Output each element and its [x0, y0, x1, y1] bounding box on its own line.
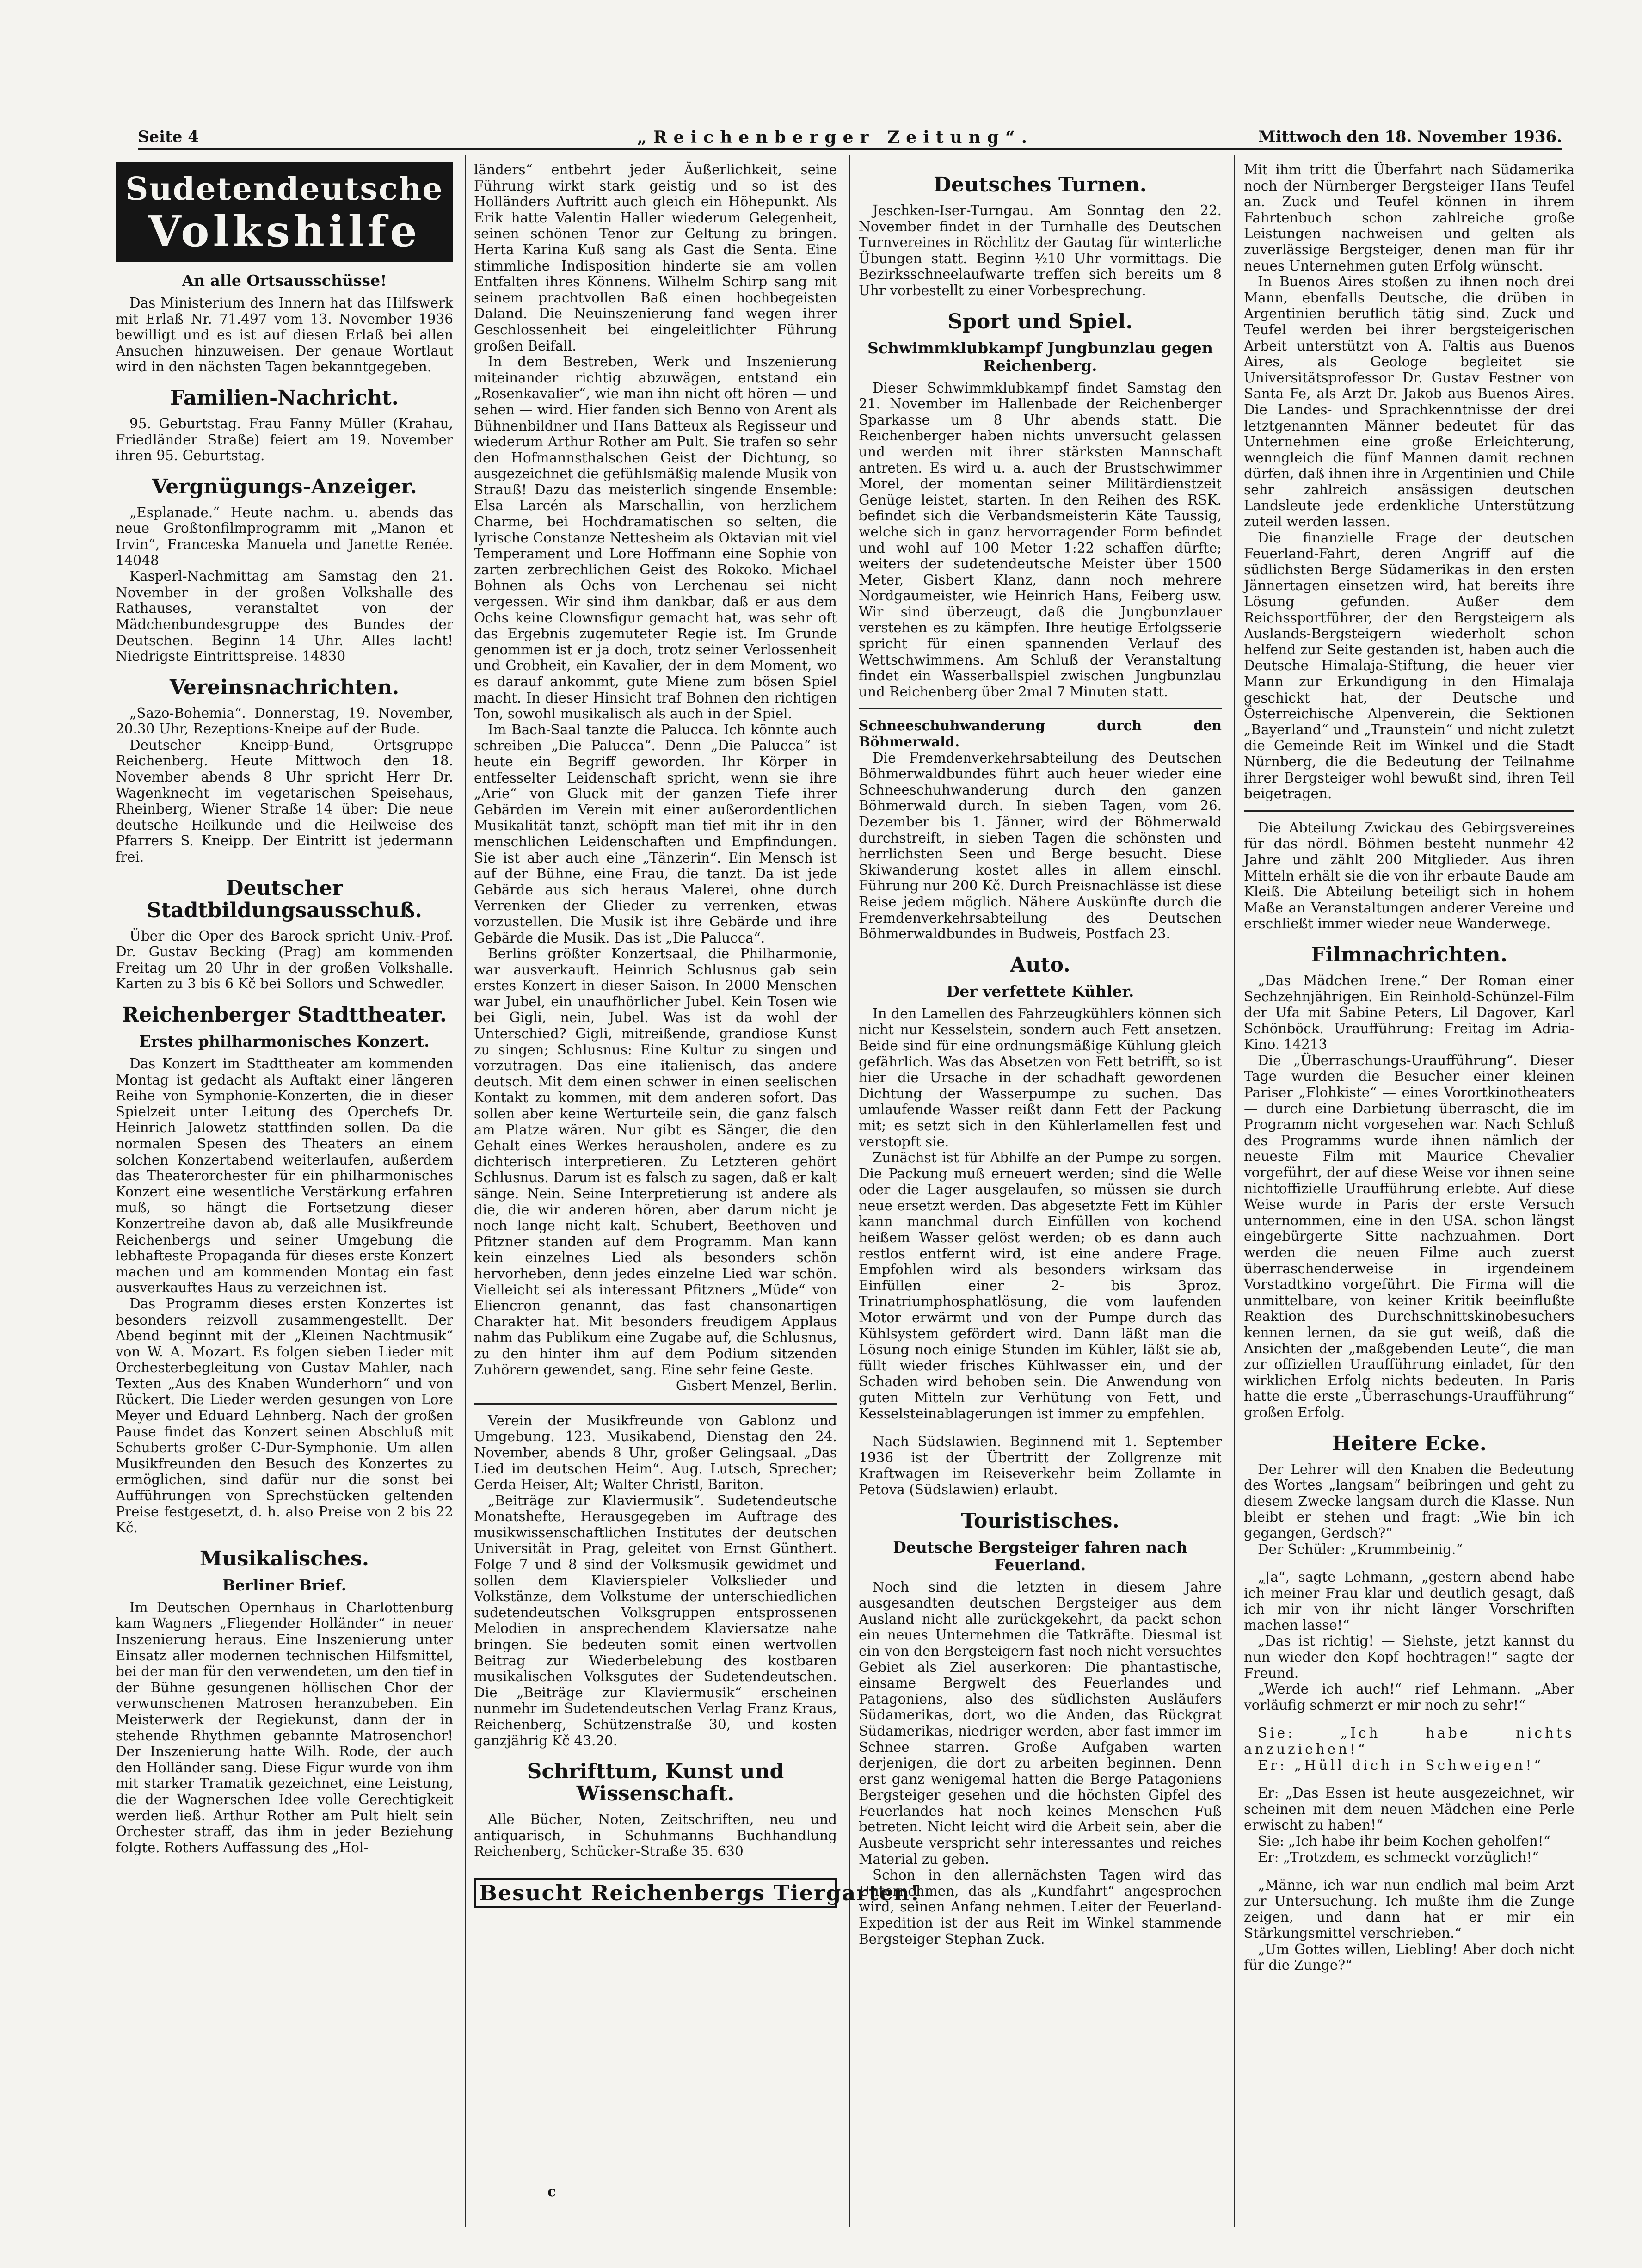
berliner-paragraph: länders“ entbehrt jeder Äußerlichkeit, seine Führung wirkt stark geistig und so ist des Holländers Auftritt auch gleich ein Höhepunkt. Als Erik hatte Valentin Haller wiederum Gelegenheit, seinen schönen Tenor zur Geltung zu bringen. Herta Karina Kuß sang als Gast die Senta. Eine stimmliche Indisposition hinderte sie am vollen Entfalten ihres Könnens. Wilhelm Schirp sang mit seinem prachtvollen Baß einen hochbegeisten Daland. Die Neuinszenierung fand wegen ihrer Geschlossenheit bei eingeleitlichter Führung großen Beifall.: [474, 162, 837, 354]
stadtbildung-heading: Deutscher Stadtbildungsausschuß.: [147, 876, 422, 922]
boehmerwald-text: Die Fremdenverkehrsabteilung des Deutschen Böhmerwaldbundes führt auch heuer wieder eine Schneeschuhwanderung durch den ganzen Böhmerwald durch. In sieben Tagen, vom 26. Dezember bis 1. Jänner, wird der Böhmerwald durchstreift, in sieben Tagen die schönsten und herrlichsten Seen und Berge besucht. Diese Skiwanderung kostet alles in allem einschl. Führung nur 200 Kč. Durch Preisnachlässe ist diese Reise jedem möglich. Nähere Auskünfte durch die Fremdenverkehrsabteilung des Deutschen Böhmerwaldbundes in Budweis, Postfach 23.: [859, 750, 1222, 942]
kuehler-paragraph: Zunächst ist für Abhilfe an der Pumpe zu sorgen. Die Packung muß erneuert werden; sind die Welle oder die Lager ausgelaufen, so müssen sie durch neue ersetzt werden. Das abgesetzte Fett im Kühler kann manchmal durch Einfüllen von kochend heißem Wasser gelöst werden; ob es dann auch restlos entfernt wird, ist eine andere Frage. Empfohlen wird als besonders wirksam das Einfüllen einer 2- bis 3proz. Trinatriumphosphatlösung, die vom laufenden Motor erwärmt und von der Pumpe durch das Kühlsystem gefördert wird. Dann läßt man die Lösung noch einige Stunden im Kühler, läßt sie ab, füllt wieder frisches Kühlwasser ein, und der Schaden wird behoben sein. Die Anwendung von guten Mitteln zur Verhütung von Fett, und Kesselsteinablagerungen ist immer zu empfehlen.: [859, 1150, 1222, 1422]
esplanade-notice: „Esplanade.“ Heute nachm. u. abends das neue Großtonfilmprogramm mit „Manon et Irvin“, Franceska Manuela und Janette Renée. 14048: [116, 504, 453, 568]
page-header: [138, 125, 1562, 150]
bergsteiger-heading: Deutsche Bergsteiger fahren nach Feuerland.: [893, 1538, 1187, 1574]
bergsteiger-paragraph: In Buenos Aires stoßen zu ihnen noch drei Mann, ebenfalls Deutsche, die drüben in Argentinien beruflich tätig sind. Zuck und Teufel werden bei ihrer bergsteigerischen Arbeit unterstützt von A. Faltis aus Buenos Aires, als Geologe begleitet sie Universitätsprofessor Dr. Gustav Festner von Santa Fe, als Arzt Dr. Jakob aus Buenos Aires. Die Landes- und Sprachkenntnisse der drei letztgenannten Männer bedeutet für das Unternehmen eine große Erleichterung, wenngleich die fünf Mannen damit rechnen dürfen, daß ihnen ihre in Argentinien und Chile sehr zahlreich ansässigen deutschen Landsleute jede erdenkliche Unterstützung zuteil werden lassen.: [1244, 274, 1574, 530]
joke-line: Der Lehrer will den Knaben die Bedeutung des Wortes „langsam“ beibringen und geht zu diesem Zwecke langsam durch die Klasse. Nun bleibt er stehen und fragt: „Wie bin ich gegangen, Gerdsch?“: [1244, 1461, 1574, 1541]
joke-line: „Männe, ich war nun endlich mal beim Arzt zur Untersuchung. Ich mußte ihm die Zunge zeigen, und dann hat er mir ein Stärkungsmittel verschrieben.“: [1244, 1877, 1574, 1941]
kneipp-notice: Deutscher Kneipp-Bund, Ortsgruppe Reichenberg. Heute Mittwoch den 18. November abends 8 Uhr spricht Herr Dr. Wagenknecht im vegetarischen Speisehaus, Rheinberg, Wiener Straße 14 über: Die neue deutsche Heilkunde und die Heilweise des Pfarrers S. Kneipp. Der Eintritt ist jedermann frei.: [116, 737, 453, 865]
kasperl-notice: Kasperl-Nachmittag am Samstag den 21. November in der großen Volkshalle des Rathauses, veranstaltet von der Mädchenbundesgruppe des Bundes der Deutschen. Beginn 14 Uhr. Alles lacht! Niedrigste Eintrittspreise. 14830: [116, 568, 453, 665]
heitere-heading: Heitere Ecke.: [1331, 1431, 1487, 1455]
joke-line: Der Schüler: „Krummbeinig.“: [1258, 1541, 1463, 1557]
konzert-paragraph: Das Konzert im Stadttheater am kommenden Montag ist gedacht als Auftakt einer längeren Reihe von Symphonie-Konzerten, die in dieser Spielzeit unter Leitung des Operchefs Dr. Heinrich Jalowetz stattfinden sollen. Da die normalen Spesen des Theaters an einem solchen Konzertabend weiterlaufen, außerdem das Theaterorchester für ein philharmonisches Konzert eine wesentliche Verstärkung erfahren muß, so hängt die Fortsetzung dieser Konzertreihe davon ab, daß alle Musikfreunde Reichenbergs und seiner Umgebung die lebhafteste Propaganda für dieses erste Konzert machen und am kommenden Montag ein fast ausverkauftes Haus zu verzeichnen ist.: [116, 1056, 453, 1296]
joke-line: Sie: „Ich habe ihr beim Kochen geholfen!“: [1258, 1833, 1550, 1849]
joke-line: Er: „Das Essen ist heute ausgezeichnet, wir scheinen mit dem neuen Mädchen eine Perle erwischt zu haben!“: [1244, 1785, 1574, 1833]
bergsteiger-paragraph: Schon in den allernächsten Tagen wird das Unternehmen, das als „Kundfahrt“ angesprochen wird, seinen Anfang nehmen. Leiter der Feuerland-Expedition ist der aus Reit im Winkel stammende Bergsteiger Stephan Zuck.: [859, 1867, 1222, 1947]
bergsteiger-paragraph: Noch sind die letzten in diesem Jahre ausgesandten deutschen Bergsteiger aus dem Ausland nicht alle zurückgekehrt, da packt schon ein neues Unternehmen die Tatkräfte. Diesmal ist ein von den Bergsteigern fast noch nicht versuchtes Gebiet als Ziel auserkoren: Die phantastische, einsame Bergwelt des Feuerlandes und Patagoniens, also des südlichsten Ausläufers Südamerikas, dort, wo die Anden, das Rückgrat Südamerikas, niedriger werden, aber fast immer im Schnee starren. Große Aufgaben warten derjenigen, die dort zu arbeiten beginnen. Denn erst ganz wenigemal hatten die Berge Patagoniens Bergsteiger gesehen und die höchsten Gipfel des Feuerlandes hat noch keines Menschen Fuß betreten. Nicht leicht wird die Arbeit sein, aber die Ausbeute verspricht sehr interessantes und reiches Material zu geben.: [859, 1579, 1222, 1867]
volkshilfe-line1: Sudetendeutsche: [125, 171, 443, 208]
film-paragraph: „Das Mädchen Irene.“ Der Roman einer Sechzehnjährigen. Ein Reinhold-Schünzel-Film der Ufa mit Sabine Peters, Lil Dagover, Karl Schönböck. Uraufführung: Freitag im Adria-Kino. 14213: [1244, 972, 1574, 1053]
berliner-paragraph: Im Deutschen Opernhaus in Charlottenburg kam Wagners „Fliegender Holländer“ in neuer Inszenierung heraus. Eine Inszenierung unter Einsatz aller modernen technischen Hilfsmittel, bei der man für den verwendeten, um den tief in der Bühne gesungenen höllischen Chor der verwunschenen Matrosen heranzubeben. Ein Meisterwerk der Regiekunst, dann der in stehende Rhythmen gebannte Matrosenchor! Der Inszenierung hatte Wilh. Rode, der auch den Holländer sang. Diese Figur wurde von ihm mit starker Tramatik gezeichnet, eine Leistung, die der Wagnerschen Idee volle Gerechtigkeit werden ließ. Arthur Rother am Pult hielt sein Orchester straff, das ihm in jeder Beziehung folgte. Rothers Auffassung des „Hol-: [116, 1599, 453, 1855]
joke-line: Er: „Trotzdem, es schmeckt vorzüglich!“: [1258, 1849, 1539, 1865]
joke-line: „Werde ich auch!“ rief Lehmann. „Aber vorläufig schmerzt er mir noch zu sehr!“: [1244, 1681, 1574, 1713]
column-rule: [465, 155, 466, 2227]
volkshilfe-line2: Volkshilfe: [148, 206, 421, 256]
berliner-paragraph: Im Bach-Saal tanzte die Palucca. Ich könnte auch schreiben „Die Palucca“. Denn „Die Palucca“ ist heute ein Begriff geworden. Ihr Körper in entfesselter Leidenschaft spricht, wenn sie ihre „Arie“ von Gluck mit der ganzen Tiefe ihrer Gebärden im Verein mit einer außerordentlichen Musikalität tanzt, schöpft man tief mit ihr in den menschlichen Leidenschaften und Empfindungen. Sie ist aber auch eine „Tänzerin“. Ein Mensch ist auf der Bühne, eine Frau, die tanzt. Da ist jede Gebärde aus sich heraus Malerei, ohne durch Verrenken der Glieder zu verrenken, etwas vorzustellen. Die Musik ist ihre Gebärde und ihre Gebärde die Musik. Das ist „Die Palucca“.: [474, 721, 837, 946]
ortsausschuesse-text: Das Ministerium des Innern hat das Hilfswerk mit Erlaß Nr. 71.497 vom 13. November 1936 bewilligt und es ist auf diesen Erlaß bei allen Ansuchen hinzuweisen. Der genaue Wortlaut wird in den nächsten Tagen bekanntgegeben.: [116, 295, 453, 375]
kuehler-paragraph: In den Lamellen des Fahrzeugkühlers können sich nicht nur Kesselstein, sondern auch Fett ansetzen. Beide sind für eine ordnungsmäßige Kühlung gleich gefährlich. Was das Absetzen von Fett betrifft, so ist hier die Ursache in der schadhaft gewordenen Dichtung der Wasserpumpe zu suchen. Das umlaufende Wasser reißt dann Fett der Packung mit; es setzt sich in den Kühlerlamellen fest und verstopft sie.: [859, 1005, 1222, 1150]
newspaper-title: „Reichenberger Zeitung“.: [637, 128, 1034, 147]
issue-date: Mittwoch den 18. November 1936.: [1258, 128, 1562, 146]
berliner-paragraph: In dem Bestreben, Werk und Inszenierung miteinander richtig abzuwägen, entstand ein „Rosenkavalier“, wie man ihn nicht oft hören — und sehen — wird. Hier fanden sich Benno von Arent als Bühnenbildner und Hans Batteux als Regisseur und wiederum Arthur Rother am Pult. Sie trafen so sehr den Hofmannsthalschen Geist der Dichtung, so ausgezeichnet die gefühlsmäßig malende Musik von Strauß! Dazu das meisterlich singende Ensemble: Elsa Larcén als Marschallin, von herzlichem Charme, bei Hochdramatischen so selten, die lyrische Constanze Nettesheim als Oktavian mit viel Temperament und Lore Hoffmann eine Sophie von zarten zerbrechlichen Geist des Rokoko. Michael Bohnen als Ochs von Lerchenau sei nicht vergessen. Wir sind ihm dankbar, daß er aus dem Ochs keine Clownsfigur gemacht hat, was sehr oft das Ergebnis zugemuteter Regie ist. Im Grunde genommen ist er ja doch, trotz seiner Verlossenheit und Grobheit, ein Kavalier, der in dem Moment, wo es darauf ankommt, gute Miene zum bösen Spiel macht. In dieser Hinsicht traf Bohnen den richtigen Ton, sowohl musikalisch als auch in der Spiel.: [474, 354, 837, 722]
bergsteiger-paragraph: Mit ihm tritt die Überfahrt nach Südamerika noch der Nürnberger Bergsteiger Hans Teufel an. Zuck und Teufel können in ihrem Fahrtenbuch schon zahlreiche große Leistungen nachweisen und gelten als zuverlässige Bergsteiger, denen man für ihr neues Unternehmen guten Erfolg wünscht.: [1244, 162, 1574, 274]
konzert-paragraph: Das Programm dieses ersten Konzertes ist besonders reizvoll zusammengestellt. Der Abend beginnt mit der „Kleinen Nachtmusik“ von W. A. Mozart. Es folgen sieben Lieder mit Orchesterbegleitung von Gustav Mahler, nach Texten „Aus des Knaben Wunderhorn“ und von Rückert. Die Lieder werden gesungen von Lore Meyer und Eduard Lehnberg. Nach der großen Pause findet das Konzert seinen Abschluß mit Schuberts großer C-Dur-Symphonie. Um allen Musikfreunden den Besuch des Konzertes zu ermöglichen, sind dafür nur die sonst bei Aufführungen von Sprechstücken geltenden Preise festgesetzt, d. h. also Preise von 2 bis 22 Kč.: [116, 1295, 453, 1536]
column-rule: [849, 155, 850, 2227]
vergnuegung-heading: Vergnügungs-Anzeiger.: [152, 475, 417, 499]
volkshilfe-masthead: [116, 162, 453, 262]
film-heading: Filmnachrichten.: [1311, 943, 1507, 967]
separator-line: [859, 708, 1222, 709]
turnen-heading: Deutsches Turnen.: [933, 173, 1147, 197]
konzert-heading: Erstes philharmonisches Konzert.: [139, 1032, 430, 1050]
turnen-text: Jeschken-Iser-Turngau. Am Sonntag den 22. November findet in der Turnhalle des Deutschen Turnvereines in Röchlitz der Gautag für winterliche Übungen statt. Beginn ½10 Uhr vormittags. Die Bezirksschneelaufwarte treffen sich bereits um 8 Uhr vorbestellt zu einer Vorbesprechung.: [859, 203, 1222, 298]
familien-text: 95. Geburtstag. Frau Fanny Müller (Krahau, Friedländer Straße) feiert am 19. November ihren 95. Geburtstag.: [116, 415, 453, 464]
column-rule: [1234, 155, 1235, 2227]
berliner-signature: Gisbert Menzel, Berlin.: [676, 1378, 837, 1394]
separator-line: [1244, 810, 1574, 812]
zwickau-notice: Die Abteilung Zwickau des Gebirgsvereines für das nördl. Böhmen besteht nunmehr 42 Jahre und zählt 200 Mitglieder. Aus ihren Mitteln erhält sie die von ihr erbaute Baude am Kleiß. Die Abteilung beteiligt sich in hohem Maße an Veranstaltungen anderer Vereine und erschließt immer wieder neue Wanderwege.: [1244, 820, 1574, 932]
theater-heading: Reichenberger Stadttheater.: [122, 1003, 447, 1027]
page-number: Seite 4: [138, 128, 199, 146]
separator-line: [474, 1403, 837, 1405]
joke-line: Sie: „Ich habe nichts anzuziehen!“: [1244, 1725, 1574, 1757]
ortsausschuesse-heading: An alle Ortsausschüsse!: [182, 271, 387, 290]
verein-musikfreunde-notice: Verein der Musikfreunde von Gablonz und Umgebung. 123. Musikabend, Dienstag den 24. November, abends 8 Uhr, großer Gelingsaal. „Das Lied im deutschen Heim“. Aug. Lutsch, Sprecher; Gerda Heiser, Alt; Walter Christl, Bariton.: [474, 1412, 837, 1493]
kuehler-heading: Der verfettete Kühler.: [946, 982, 1134, 1000]
familien-heading: Familien-Nachricht.: [170, 386, 399, 410]
tourist-heading: Touristisches.: [961, 1509, 1119, 1533]
beitraege-notice: „Beiträge zur Klaviermusik“. Sudetendeutsche Monatshefte, Herausgegeben im Auftrage des musikwissenschaftlichen Institutes der deutschen Universität in Prag, geleitet von Ernst Günthert. Folge 7 und 8 sind der Volksmusik gewidmet und sollen dem Klavierspieler Volkslieder und Volkstänze, dem Volkstume der unterschiedlichen sudetendeutschen Volksgruppen entsprossenen Melodien in ansprechendem Klaviersatze nahe bringen. Sie bedeuten somit einen wertvollen Beitrag zur Wiederbelebung des kostbaren musikalischen Volksgutes der Sudetendeutschen. Die „Beiträge zur Klaviermusik“ erscheinen nunmehr im Sudetendeutschen Verlag Franz Kraus, Reichenberg, Schützenstraße 30, und kosten ganzjährig Kč 43.20.: [474, 1492, 837, 1749]
tiergarten-ad: Besucht Reichenbergs Tiergarten!: [474, 1878, 837, 1908]
schwimm-text: Dieser Schwimmklubkampf findet Samstag den 21. November im Hallenbade der Reichenberger Sparkasse um 8 Uhr abends statt. Die Reichenberger haben nichts unversucht gelassen und werden mit ihrer stärksten Mannschaft antreten. Es wird u. a. auch der Brustschwimmer Morel, der momentan seiner Militärdienstzeit Genüge leistet, starten. In den Reihen des RSK. befindet sich die Verbandsmeisterin Käte Taussig, welche sich in ganz hervorragender Form befindet und wohl auf 100 Meter 1:22 schaffen dürfte; weiters der sudetendeutsche Meister über 1500 Meter, Gisbert Klanz, dann noch mehrere Nordgaumeister, wie Heinrich Hans, Feiberg usw. Wir sind überzeugt, daß die Jungbunzlauer verstehen es zu kämpfen. Ihre heutige Erfolgsserie spricht für einen spannenden Verlauf des Wettschwimmens. Am Schluß der Veranstaltung findet ein Wasserballspiel zwischen Jungbunzlau und Reichenberg über 2mal 7 Minuten statt.: [859, 380, 1222, 700]
bergsteiger-paragraph: Die finanzielle Frage der deutschen Feuerland-Fahrt, deren Angriff auf die südlichsten Berge Südamerikas in den ersten Jännertagen einsetzen wird, hat bereits ihre Lösung gefunden. Außer dem Reichssportführer, der den Bergsteigern als Auslands-Bergsteigern wiederholt schon helfend zur Seite gestanden ist, haben auch die Deutsche Himalaja-Stiftung, die heuer vier Mann zur Erkundigung in den Himalaja geschickt hat, der Deutsche und Österreichische Alpenverein, die Sektionen „Bayerland“ und „Traunstein“ und nicht zuletzt die Gemeinde Reit im Winkel und die Stadt Nürnberg, die die Bedeutung der Teilnahme ihrer Bergsteiger wohl bewußt sind, ihren Teil beigetragen.: [1244, 530, 1574, 802]
joke-line: „Ja“, sagte Lehmann, „gestern abend habe ich meiner Frau klar und deutlich gesagt, daß ich mir von ihr nicht länger Vorschriften machen lasse!“: [1244, 1569, 1574, 1633]
berliner-brief-heading: Berliner Brief.: [222, 1576, 347, 1594]
musik-heading: Musikalisches.: [199, 1547, 369, 1571]
joke-line: „Das ist richtig! — Siehste, jetzt kannst du nun wieder den Kopf hochtragen!“ sagte der Freund.: [1244, 1633, 1574, 1681]
sport-heading: Sport und Spiel.: [947, 309, 1133, 333]
berliner-paragraph: Berlins größter Konzertsaal, die Philharmonie, war ausverkauft. Heinrich Schlusnus gab sein erstes Konzert in dieser Saison. In 2000 Menschen war Jubel, ein unaufhörlicher Jubel. Kein Tosen wie bei Gigli, nein, Jubel. Was ist da wohl der Unterschied? Gigli, mitreißende, grandiose Kunst zu singen; Schlusnus: Eine Kultur zu singen und vorzutragen. Das eine italienisch, das andere deutsch. Mit dem einen schwer in einen seelischen Kontakt zu kommen, mit dem anderen sofort. Das sollen aber keine Werturteile sein, die ganz falsch am Platze wären. Nur gibt es Sänger, die den Gehalt eines Werkes herausholen, andere es zu dichterisch interpretieren. Zu Letzteren gehört Schlusnus. Darum ist es falsch zu sagen, daß er kalt sänge. Nein. Seine Interpretierung ist andere als die, die wir anderen hören, aber darum nicht je noch lange nicht kalt. Schubert, Beethoven und Pfitzner standen auf dem Programm. Man kann kein einzelnes Lied als besonders schön hervorheben, denn jedes einzelne Lied war schön. Vielleicht sei als interessant Pfitzners „Müde“ von Eliencron genannt, das fast chansonartigen Charakter hat. Mit besonders freudigem Applaus nahm das Publikum eine Zugabe auf, die Schlusnus, zu den hinter ihm auf dem Podium sitzenden Zuhörern gewendet, sang. Eine sehr feine Geste.: [474, 946, 837, 1378]
schrifttum-heading: Schrifttum, Kunst und Wissenschaft.: [527, 1760, 784, 1806]
boehmerwald-title: Schneeschuhwanderung durch den Böhmerwald.: [859, 717, 1222, 750]
schwimm-heading: Schwimmklubkampf Jungbunzlau gegen Reichenberg.: [867, 339, 1213, 375]
verein-heading: Vereinsnachrichten.: [169, 675, 400, 699]
column-4: [1244, 162, 1574, 2215]
joke-line: „Um Gottes willen, Liebling! Aber doch nicht für die Zunge?“: [1244, 1941, 1574, 1973]
column-3: [859, 162, 1222, 2215]
auto-heading: Auto.: [1010, 953, 1070, 977]
column-2: [474, 162, 921, 2215]
column-1: [116, 162, 453, 2215]
stadtbildung-text: Über die Oper des Barock spricht Univ.-Prof. Dr. Gustav Becking (Prag) am kommenden Freitag um 20 Uhr in der großen Volkshalle. Karten zu 3 bis 6 Kč bei Sollors und Schwedler.: [116, 928, 453, 992]
sazo-notice: „Sazo-Bohemia“. Donnerstag, 19. November, 20.30 Uhr, Rezeptions-Kneipe auf der Bude.: [116, 705, 453, 737]
suedslawien-notice: Nach Südslawien. Beginnend mit 1. September 1936 ist der Übertritt der Zollgrenze mit Kraftwagen im Reiseverkehr beim Zollamte in Petova (Südslawien) erlaubt.: [859, 1434, 1222, 1498]
schrifttum-text: Alle Bücher, Noten, Zeitschriften, neu und antiquarisch, in Schuhmanns Buchhandlung Reichenberg, Schücker-Straße 35. 630: [474, 1812, 837, 1860]
joke-line: Er: „Hüll dich in Schweigen!“: [1258, 1757, 1544, 1773]
film-paragraph: Die „Überraschungs-Uraufführung“. Dieser Tage wurden die Besucher einer kleinen Pariser „Flohkiste“ — eines Vorortkinotheaters — durch eine Darbietung überrascht, die im Programm nicht vorgesehen war. Nach Schluß des Programms wurde ihnen nämlich der neueste Film mit Maurice Chevalier vorgeführt, der auf diese Weise vor ihnen seine nichtoffizielle Uraufführung erlebte. Auf diese Weise wurde in Paris der erste Versuch unternommen, eine in den USA. schon längst eingebürgerte Sitte nachzuahmen. Dort werden die neuen Filme auch zuerst überraschenderweise in irgendeinem Vorstadtkino vorgeführt. Die Firma will die unmittelbare, von keiner Kritik beeinflußte Reaktion des Durchschnittskinobesuchers kennen lernen, da sie gut weiß, daß die Ansichten der „maßgebenden Leute“, die man zur offiziellen Uraufführung einladet, für den wirklichen Erfolg nichts bedeuten. In Paris hatte die erste „Überraschungs-Uraufführung“ großen Erfolg.: [1244, 1052, 1574, 1420]
footer-mark: c: [547, 2184, 556, 2200]
